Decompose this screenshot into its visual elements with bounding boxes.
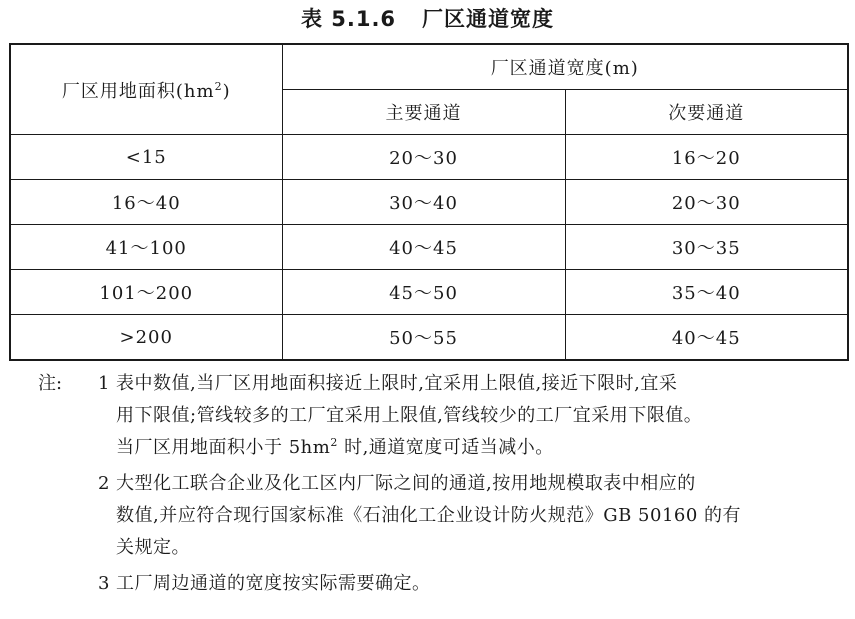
table-row: [10, 315, 848, 361]
secondary-road-cell: 16～20: [565, 135, 848, 180]
secondary-road-cell: 20～30: [565, 180, 848, 225]
note-line: 用下限值;管线较多的工厂宜采用上限值,管线较少的工厂宜采用下限值。: [116, 405, 703, 426]
table-row: [10, 135, 848, 180]
note-number: 3: [98, 573, 110, 594]
main-road-cell: 20～30: [282, 135, 565, 180]
note-item: [38, 468, 848, 564]
note-line: 当厂区用地面积小于 $5hm^2$ 时,通道宽度可适当减小。: [116, 436, 554, 458]
notes-label: 注:: [38, 373, 63, 394]
area-cell: 101～200: [10, 270, 282, 315]
note-line: 关规定。: [116, 537, 190, 558]
note-number: 2: [98, 473, 110, 494]
main-road-cell: 40～45: [282, 225, 565, 270]
secondary-road-cell: 30～35: [565, 225, 848, 270]
secondary-road-cell: 40～45: [565, 315, 848, 361]
table-title: [0, 6, 855, 32]
main-road-cell: 30～40: [282, 180, 565, 225]
table-row: [10, 225, 848, 270]
note-number: 1: [98, 373, 110, 394]
table-notes: [38, 368, 848, 604]
main-road-cell: 45～50: [282, 270, 565, 315]
table-header-row: [10, 44, 848, 90]
note-line: 工厂周边通道的宽度按实际需要确定。: [116, 573, 431, 594]
secondary-road-cell: 35～40: [565, 270, 848, 315]
note-line: 大型化工联合企业及化工区内厂际之间的通道,按用地规模取表中相应的: [116, 473, 696, 494]
area-cell: <15: [10, 135, 282, 180]
note-item: [38, 568, 848, 600]
area-cell: 16～40: [10, 180, 282, 225]
note-line: 表中数值,当厂区用地面积接近上限时,宜采用上限值,接近下限时,宜采: [116, 373, 678, 394]
area-column-header: 厂区用地面积$(hm^2)$: [10, 44, 282, 135]
road-width-group-header: 厂区通道宽度(m): [282, 44, 848, 90]
main-road-cell: 50～55: [282, 315, 565, 361]
area-cell: 41～100: [10, 225, 282, 270]
road-width-table: [9, 43, 849, 361]
note-item: [38, 368, 848, 464]
area-cell: >200: [10, 315, 282, 361]
table-row: [10, 270, 848, 315]
main-road-header: 主要通道: [282, 90, 565, 135]
secondary-road-header: 次要通道: [565, 90, 848, 135]
note-line: 数值,并应符合现行国家标准《石油化工企业设计防火规范》GB 50160 的有: [116, 505, 742, 526]
table-caption: 厂区通道宽度: [422, 7, 555, 31]
table-number: 表 5.1.6: [300, 7, 397, 31]
table-row: [10, 180, 848, 225]
